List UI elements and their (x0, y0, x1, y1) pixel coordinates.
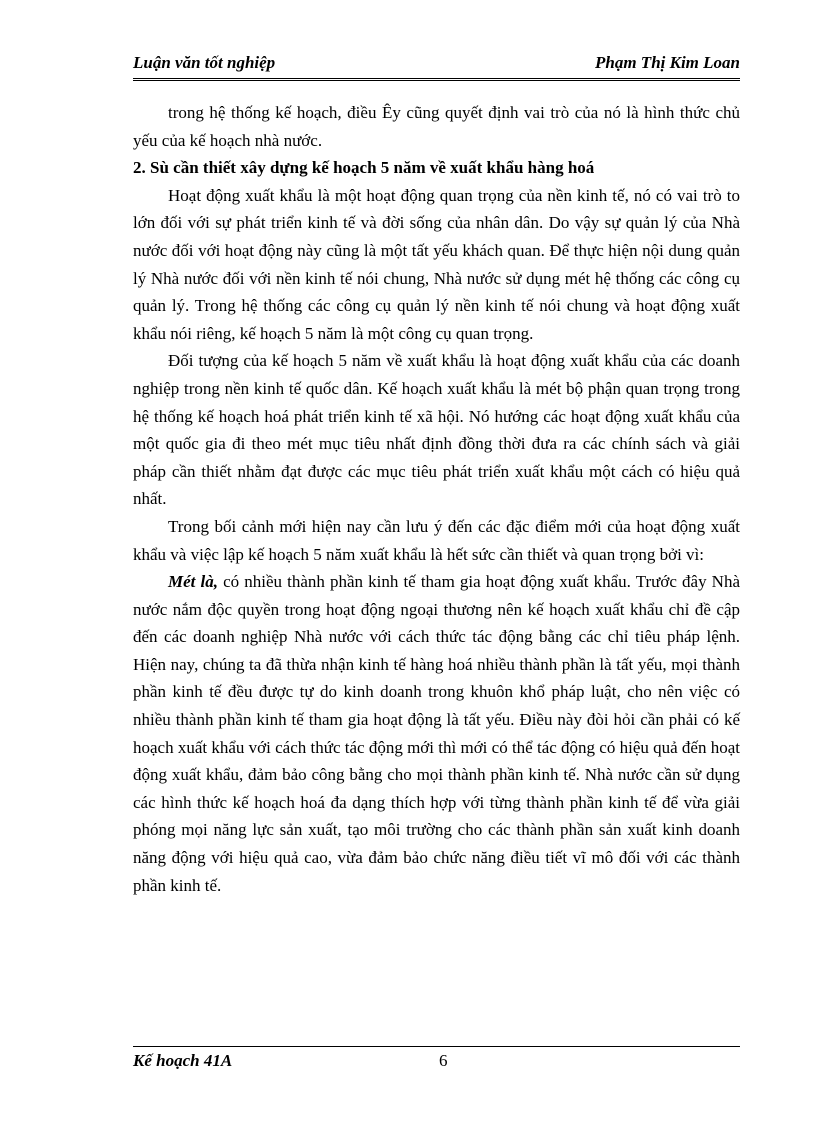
page-number: 6 (439, 1051, 448, 1070)
paragraph-export-role: Hoạt động xuất khẩu là một hoạt động quan trọng của nền kinh tế, nó có vai trò to lớn đối với sự phát triển kinh tế và đời sống của nhân dân. Do vậy sự quản lý của Nhà nước đối với hoạt động này cũng là một tất yếu khách quan. Để thực hiện nội dung quản lý Nhà nước đối với nền kinh tế nói chung, Nhà nước sử dụng mét hệ thống các công cụ quản lý. Trong hệ thống các công cụ quản lý nền kinh tế nói chung và hoạt động xuất khẩu nói riêng, kế hoạch 5 năm là một công cụ quan trọng. (133, 185, 740, 343)
header-author-name: Phạm Thị Kim Loan (595, 53, 740, 72)
first-reason-lead: Mét là, (168, 572, 218, 592)
first-reason-text: có nhiều thành phần kinh tế tham gia hoạt động xuất khẩu. Trước đây Nhà nước nắm độc quyền trong hoạt động ngoại thương nên kế hoạch xuất khẩu chỉ đề cập đến các doanh nghiệp Nhà nước với cách thức tác động bằng các chỉ tiêu pháp lệnh. Hiện nay, chúng ta đã thừa nhận kinh tế hàng hoá nhiều thành phần là tất yếu, mọi thành phần kinh tế đều được tự do kinh doanh trong khuôn khổ pháp luật, cho nên việc có nhiều thành phần kinh tế tham gia hoạt động là tất yếu. Điều này đòi hỏi cần phải có kế hoạch xuất khẩu với cách thức tác động mới thì mới có thể tác động có hiệu quả đến hoạt động xuất khẩu, đảm bảo công bằng cho mọi thành phần kinh tế. Nhà nước cần sử dụng các hình thức kế hoạch hoá đa dạng thích hợp với từng thành phần kinh tế để vừa giải phóng mọi năng lực sản xuất, tạo môi trường cho các thành phần sản xuất kinh doanh năng động với hiệu quả cao, vừa đảm bảo chức năng điều tiết vĩ mô đối với các thành phần kinh tế. (133, 572, 740, 895)
page-body (133, 99, 740, 899)
page-footer (133, 1046, 740, 1070)
header-thesis-label: Luận văn tốt nghiệp (133, 53, 276, 72)
paragraph-plan-object: Đối tượng của kế hoạch 5 năm về xuất khẩu là hoạt động xuất khẩu của các doanh nghiệp trong nền kinh tế quốc dân. Kế hoạch xuất khẩu là mét bộ phận quan trọng trong hệ thống kế hoạch hoá phát triển kinh tế xã hội. Nó hướng các hoạt động xuất khẩu của một quốc gia đi theo mét mục tiêu nhất định đồng thời đưa ra các chính sách và giải pháp cần thiết nhằm đạt được các mục tiêu phát triển xuất khẩu một cách có hiệu quả nhất. (133, 351, 740, 509)
paragraph-new-context: Trong bối cảnh mới hiện nay cần lưu ý đến các đặc điểm mới của hoạt động xuất khẩu và việc lập kế hoạch 5 năm xuất khẩu là hết sức cần thiết và quan trọng bởi vì: (133, 516, 740, 564)
page-header (133, 52, 740, 81)
paragraph-first-reason (133, 568, 740, 899)
paragraph-continuation: trong hệ thống kế hoạch, điều Êy cũng quyết định vai trò của nó là hình thức chủ yếu của kế hoạch nhà nước. (133, 103, 740, 150)
section-heading: 2. Sù cần thiết xây dựng kế hoạch 5 năm về xuất khẩu hàng hoá (133, 158, 595, 178)
footer-class-label: Kế hoạch 41A (133, 1051, 233, 1070)
